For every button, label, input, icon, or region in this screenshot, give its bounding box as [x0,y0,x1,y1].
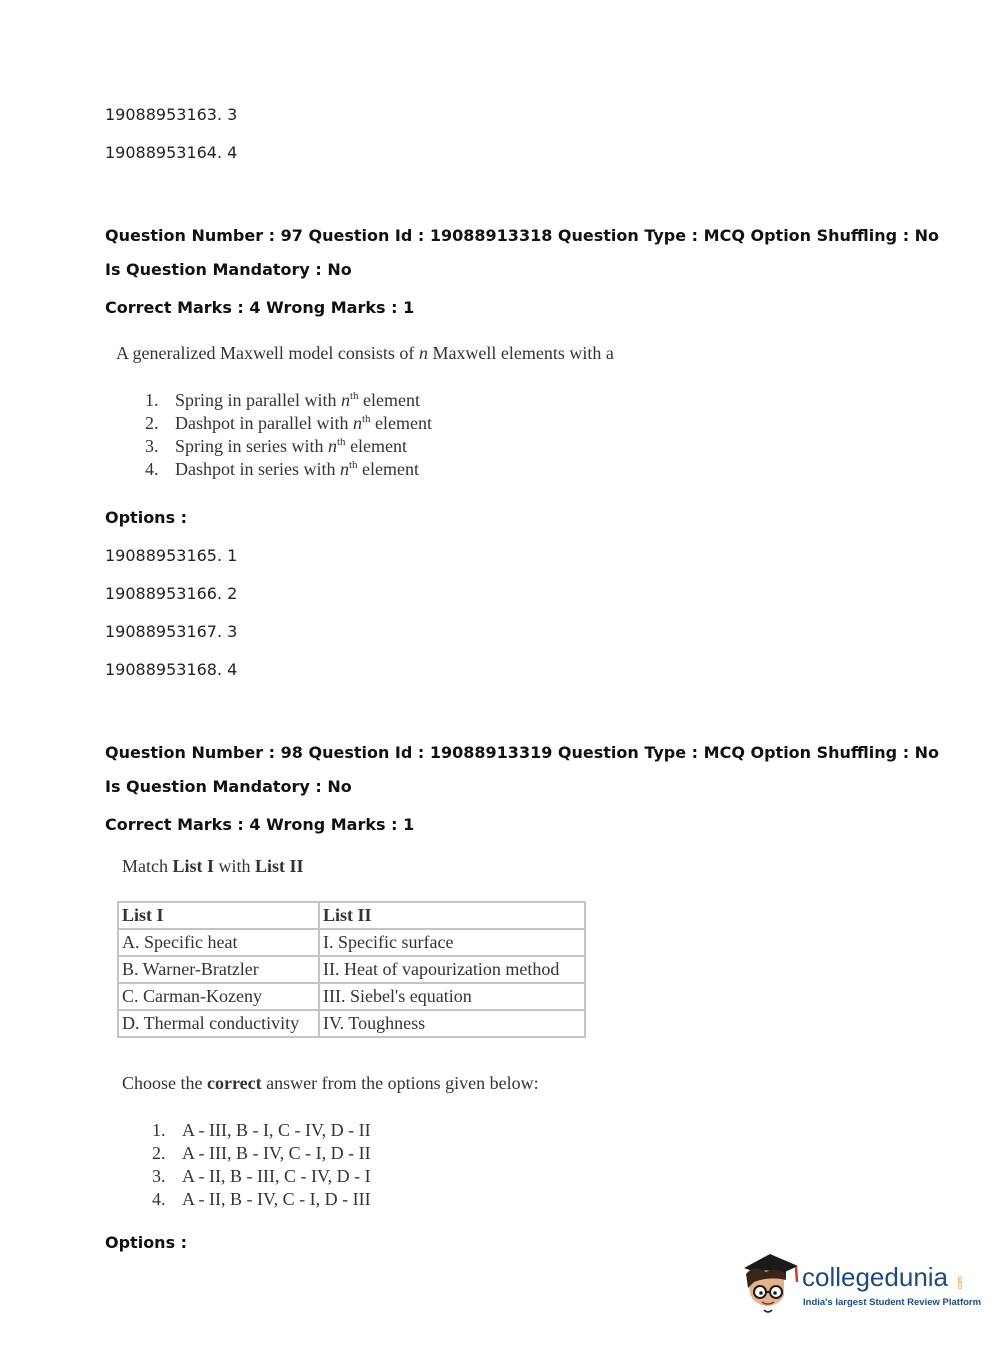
options-label: Options : [105,508,188,527]
question-stem: A generalized Maxwell model consists of n Maxwell elements with a [116,343,614,363]
option-line: 19088953166. 2 [105,584,238,603]
table-row [118,1010,585,1037]
table-cell: C. Carman-Kozeny [118,983,319,1010]
list-item: 1. A - III, B - I, C - IV, D - II [152,1120,371,1140]
table-cell: III. Siebel's equation [319,983,585,1010]
list-item: 4. Dashpot in series with $n^{th}$ element [145,459,420,479]
list-item: 2. Dashpot in parallel with $n^{th}$ element [145,413,433,433]
statement-list [145,389,432,481]
list-item: 2. A - III, B - IV, C - I, D - II [152,1143,371,1163]
match-table [117,901,586,1038]
list-item: 4. A - II, B - IV, C - I, D - III [152,1189,371,1209]
question-mandatory: Is Question Mandatory : No [105,260,352,279]
question-mandatory: Is Question Mandatory : No [105,777,352,796]
list-item: 1. Spring in parallel with $n^{th}$ element [145,390,421,410]
table-row [118,929,585,956]
logo-com: .com [957,1276,964,1292]
logo-wordmark: collegedunia [802,1262,949,1292]
question-stem: Match List I with List II [122,856,304,876]
instruction-text: Choose the correct answer from the options given below: [122,1073,539,1093]
table-cell: B. Warner-Bratzler [118,956,319,983]
table-cell: IV. Toughness [319,1010,585,1037]
option-line: 19088953164. 4 [105,143,238,162]
answer-list [152,1119,371,1211]
table-cell: I. Specific surface [319,929,585,956]
table-header-cell: List I [118,902,319,929]
table-cell: II. Heat of vapourization method [319,956,585,983]
logo-tagline: India's largest Student Review Platform [803,1297,982,1308]
question-header: Question Number : 97 Question Id : 19088913318 Question Type : MCQ Option Shuffling : No [105,226,940,245]
list-item: 3. A - II, B - III, C - IV, D - I [152,1166,371,1186]
option-line: 19088953163. 3 [105,105,238,124]
option-line: 19088953165. 1 [105,546,238,565]
table-cell: A. Specific heat [118,929,319,956]
table-header-row [118,902,585,929]
table-row [118,956,585,983]
table-row [118,983,585,1010]
option-line: 19088953167. 3 [105,622,238,641]
question-marks: Correct Marks : 4 Wrong Marks : 1 [105,298,415,317]
list-item: 3. Spring in series with $n^{th}$ element [145,436,408,456]
question-marks: Correct Marks : 4 Wrong Marks : 1 [105,815,415,834]
question-header: Question Number : 98 Question Id : 19088913319 Question Type : MCQ Option Shuffling : No [105,743,940,762]
table-cell: D. Thermal conductivity [118,1010,319,1037]
mascot-logo-icon [740,1250,802,1318]
options-label: Options : [105,1233,188,1252]
table-header-cell: List II [319,902,585,929]
option-line: 19088953168. 4 [105,660,238,679]
